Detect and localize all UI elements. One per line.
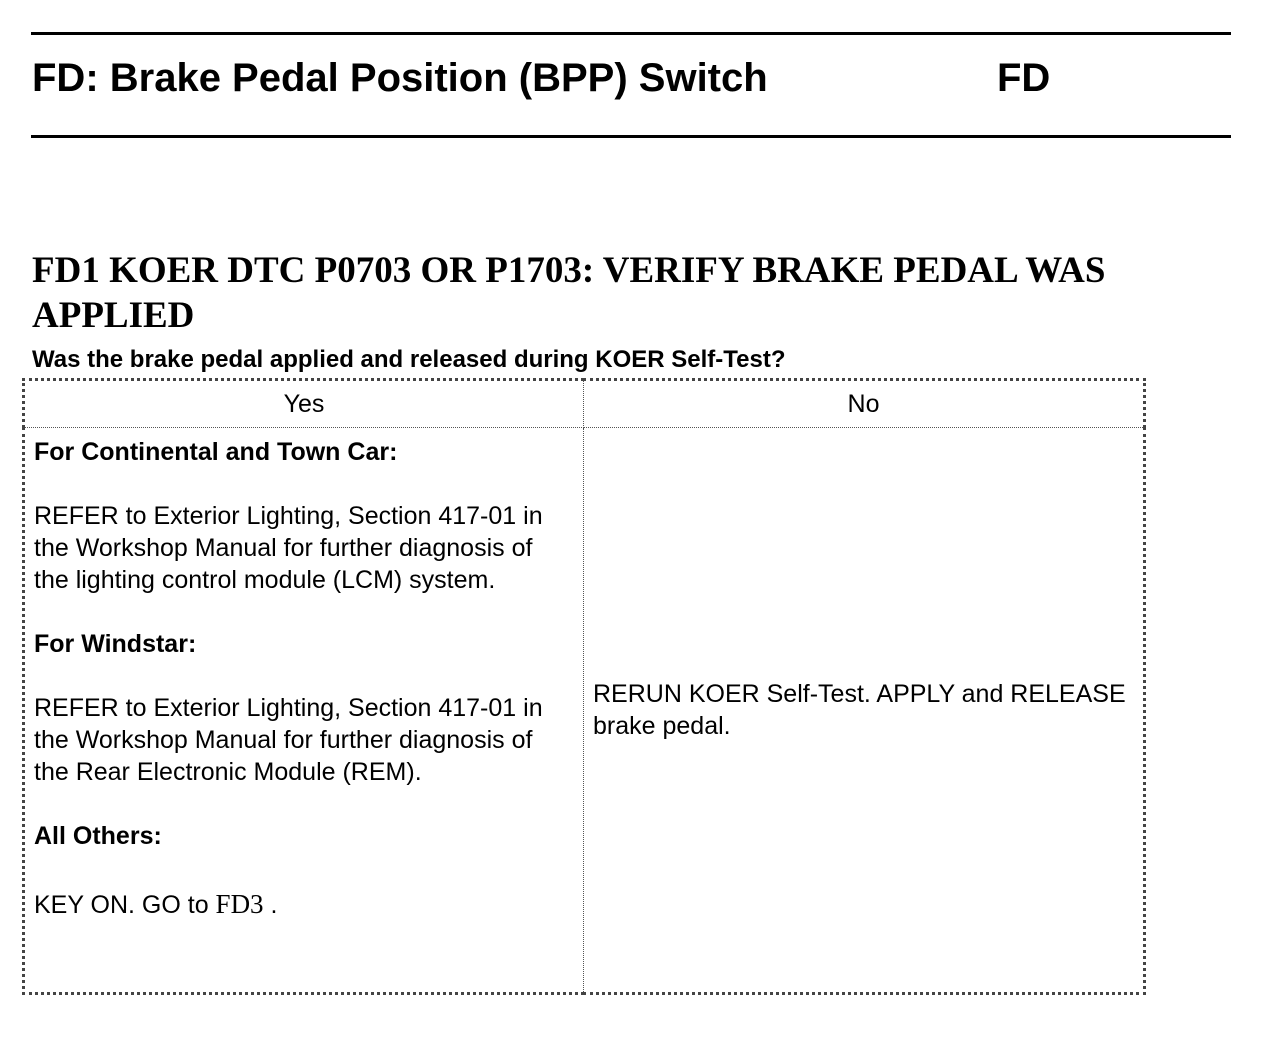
windstar-text: REFER to Exterior Lighting, Section 417-01 in the Workshop Manual for further diagnosis of the Rear Electronic Module (REM).: [34, 694, 543, 786]
step-heading: FD1 KOER DTC P0703 OR P1703: VERIFY BRAKE PEDAL WAS APPLIED: [32, 250, 1106, 336]
column-header-no: No: [584, 380, 1145, 428]
table-header-row: [24, 380, 1145, 428]
all-others-prefix: KEY ON. GO to: [34, 891, 216, 919]
table-row: [24, 428, 1145, 994]
all-others-text: [34, 888, 574, 921]
fd3-link[interactable]: FD3: [215, 889, 264, 919]
header-bottom-rule: [31, 135, 1231, 138]
all-others-heading: All Others:: [34, 822, 162, 850]
step-question: Was the brake pedal applied and released during KOER Self-Test?: [32, 346, 786, 373]
all-others-suffix: .: [263, 891, 278, 919]
continental-heading: For Continental and Town Car:: [34, 438, 398, 466]
no-cell: [584, 428, 1145, 994]
continental-text: REFER to Exterior Lighting, Section 417-01 in the Workshop Manual for further diagnosis of the lighting control module (LCM) system.: [34, 502, 543, 594]
page-title: FD: Brake Pedal Position (BPP) Switch: [32, 56, 768, 100]
header-top-rule: [31, 32, 1231, 35]
yes-cell: [24, 428, 584, 994]
section-code: FD: [997, 56, 1051, 100]
column-header-yes: Yes: [24, 380, 584, 428]
no-text: RERUN KOER Self-Test. APPLY and RELEASE brake pedal.: [593, 680, 1126, 740]
windstar-heading: For Windstar:: [34, 630, 197, 658]
decision-table: [22, 378, 1146, 995]
